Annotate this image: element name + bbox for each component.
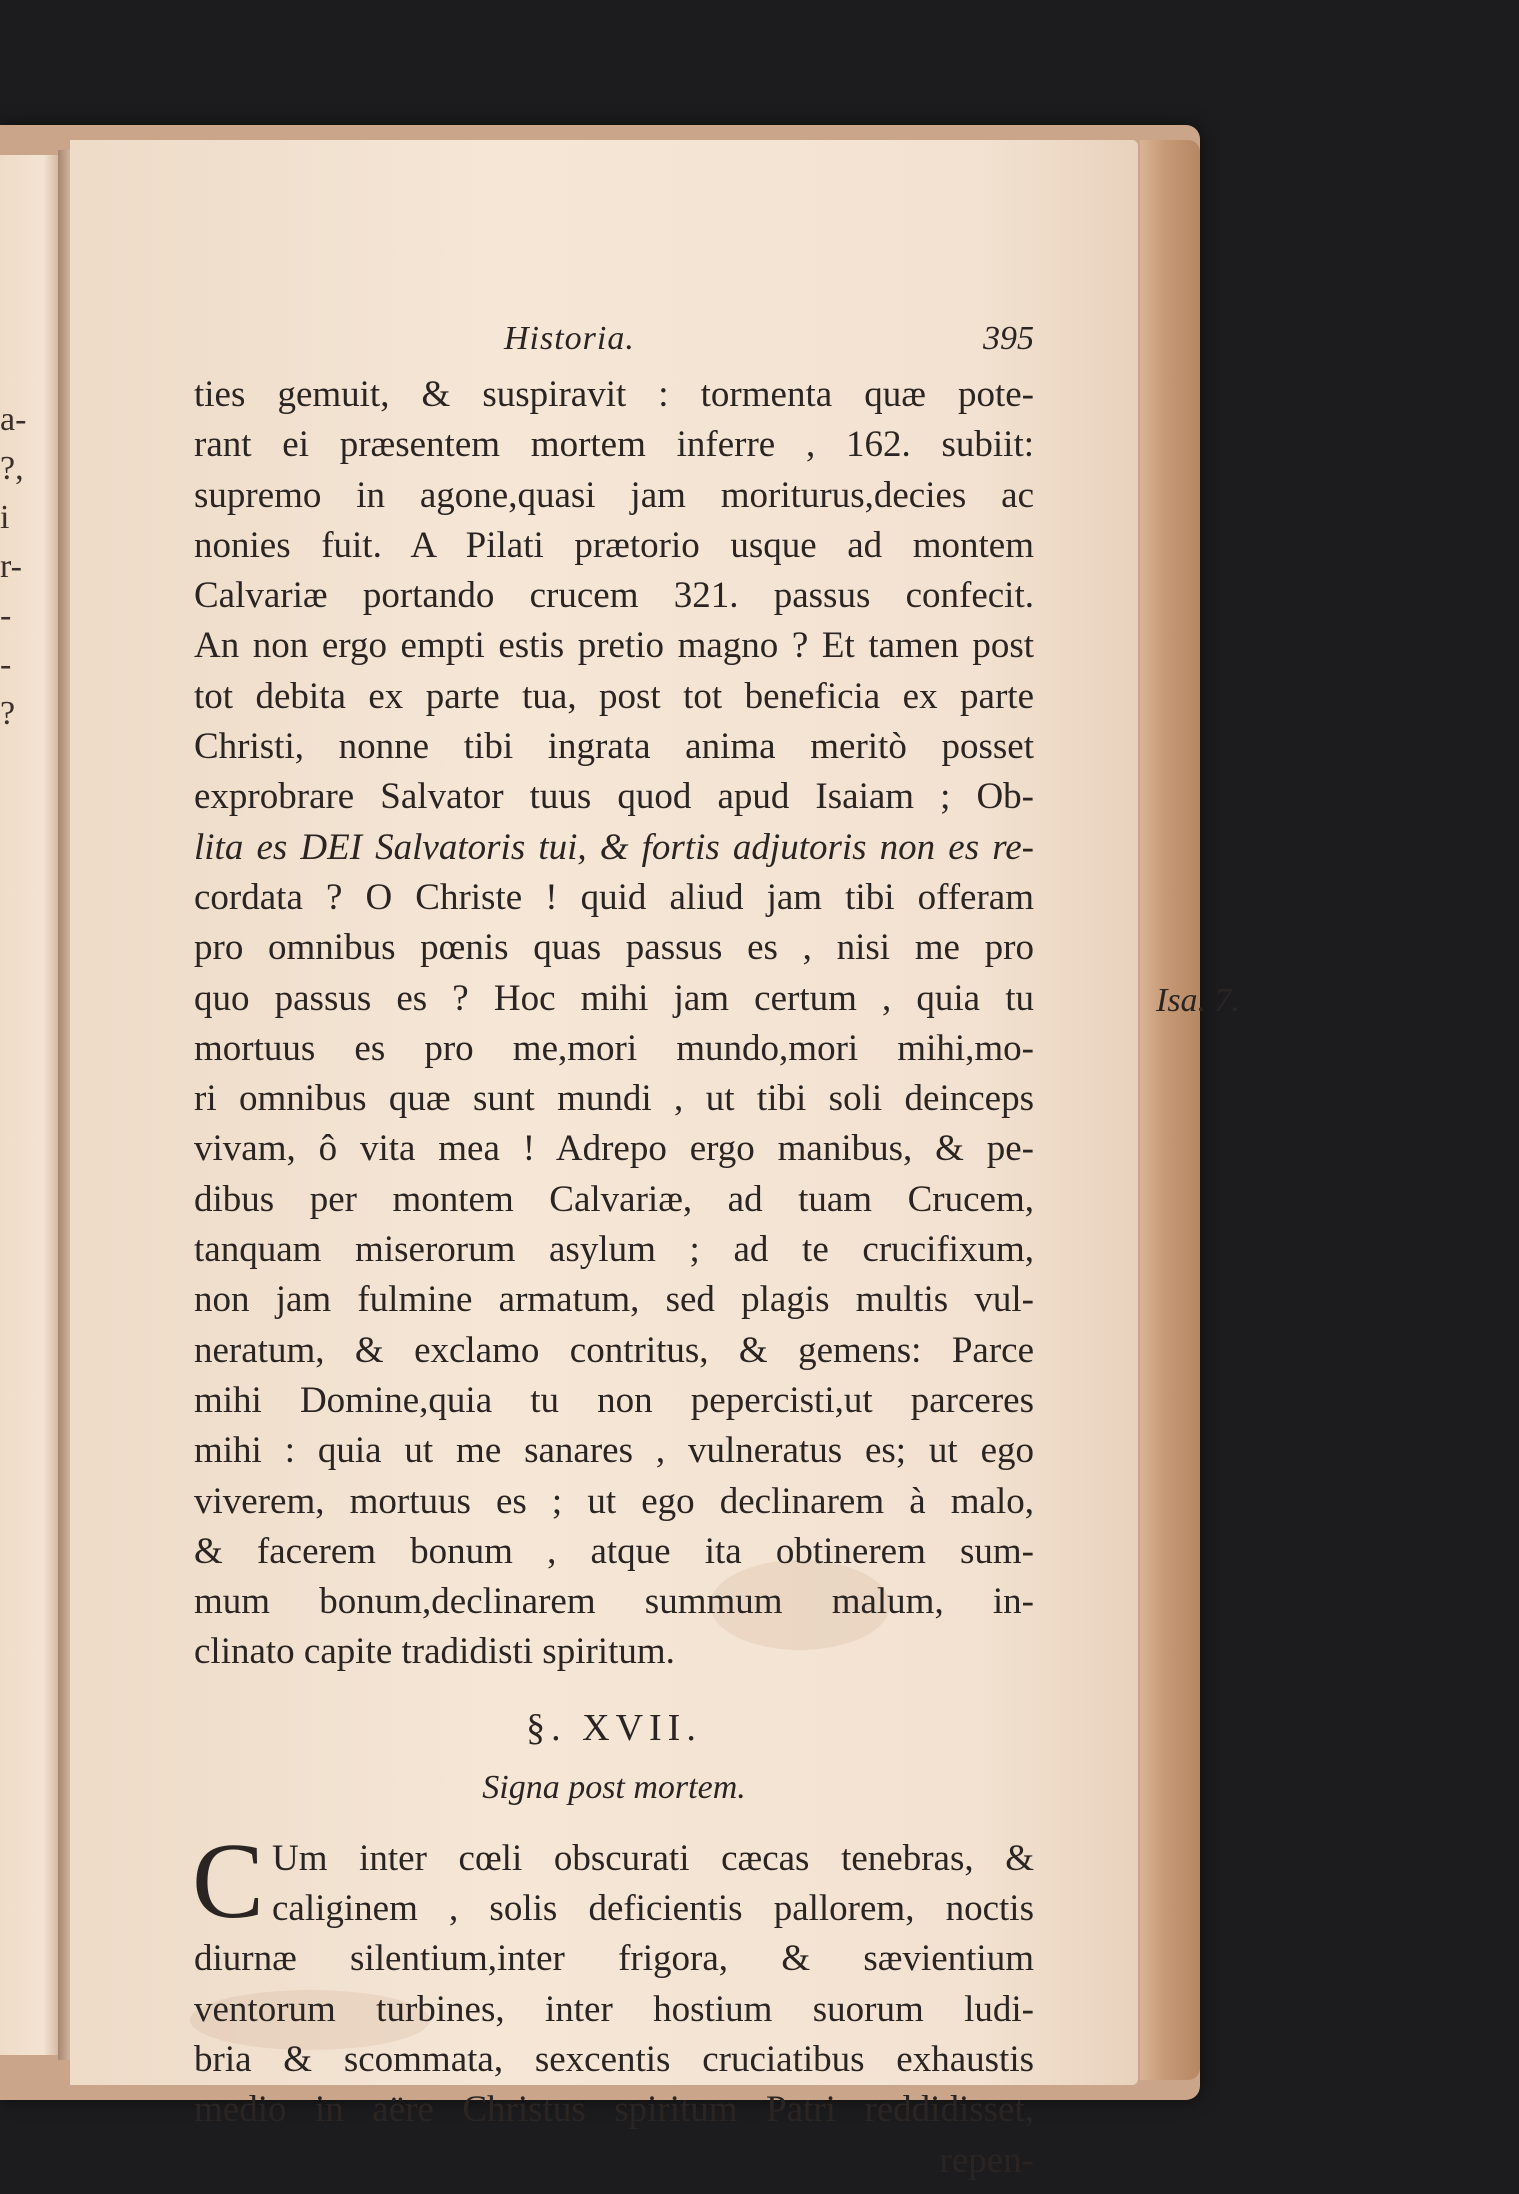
section-paragraph [192,1821,1034,2186]
left-fragment: r- [0,548,22,585]
drop-cap: C [192,1821,265,1941]
text-line: mihi : quia ut me sanares , vulneratus es; ut ego [194,1430,1034,1472]
text-line: bria & scommata, sexcentis cruciatibus exhaustis [194,2038,1034,2080]
text-line: lita es DEI Salvatoris tui, & fortis adjutoris non es re- [194,826,1034,868]
left-fragment: - [0,646,12,683]
left-fragment: a- [0,401,27,438]
text-line: tot debita ex parte tua, post tot beneficia ex parte [194,675,1034,717]
page-header [194,320,1034,370]
text-line: supremo in agone,quasi jam moriturus,decies ac [194,474,1034,516]
text-line: ri omnibus quæ sunt mundi , ut tibi soli deinceps [194,1078,1034,1120]
text-line: An non ergo empti estis pretio magno ? Et tamen post [194,625,1034,667]
text-line: & facerem bonum , atque ita obtinerem sum- [194,1530,1034,1572]
text-line: nonies fuit. A Pilati prætorio usque ad montem [194,524,1034,566]
text-line: diurnæ silentium,inter frigora, & sævientium [194,1938,1034,1980]
text-line: cordata ? O Christe ! quid aliud jam tibi offeram [194,876,1034,918]
left-page-fragments [0,395,27,738]
text-line: rant ei præsentem mortem inferre , 162. subiit: [194,424,1034,466]
text-line: pro omnibus pœnis quas passus es , nisi me pro [194,927,1034,969]
text-line: clinato capite tradidisti spiritum. [194,1631,675,1673]
text-line: mihi Domine,quia tu non pepercisti,ut parceres [194,1379,1034,1421]
left-page [0,155,62,2055]
book-fore-edge [1140,140,1200,2080]
text-line: mortuus es pro me,mori mundo,mori mihi,mo- [194,1027,1034,1069]
text-line: ties gemuit, & suspiravit : tormenta quæ pote- [194,374,1034,415]
running-head: Historia. [504,320,635,357]
text-line: Um inter cœli obscurati cæcas tenebras, & [272,1837,1034,1879]
text-line: vivam, ô vita mea ! Adrepo ergo manibus, & pe- [194,1128,1034,1170]
left-fragment: i [0,499,10,536]
catchword: repen- [939,2139,1034,2181]
text-line: tanquam miserorum asylum ; ad te crucifixum, [194,1229,1034,1271]
right-page [70,140,1241,2181]
left-fragment: - [0,597,12,634]
text-line: neratum, & exclamo contritus, & gemens: Parce [194,1329,1034,1371]
text-block [192,320,1241,2186]
text-line: quo passus es ? Hoc mihi jam certum , quia tu [194,977,1034,1019]
text-line: exprobrare Salvator tuus quod apud Isaiam ; Ob- [194,776,1034,818]
left-fragment: ? [0,695,16,732]
margin-note: Isa. 7. [1156,982,1241,1019]
text-line: ventorum turbines, inter hostium suorum ludi- [194,1988,1034,2030]
left-fragment: ?, [0,450,24,487]
text-line: medio in aëre Christus spiritum Patri reddidisset, [194,2089,1034,2131]
section-subheading: Signa post mortem. [482,1768,746,1806]
text-line: dibus per montem Calvariæ, ad tuam Crucem, [194,1178,1034,1220]
text-line: non jam fulmine armatum, sed plagis multis vul- [194,1279,1034,1321]
section-heading: §. XVII. [526,1706,702,1749]
text-line: mum bonum,declinarem summum malum, in- [194,1581,1034,1623]
page-number: 395 [983,320,1034,357]
text-line: Christi, nonne tibi ingrata anima meritò posset [194,726,1034,768]
body-text [194,370,1034,1678]
text-line: Calvariæ portando crucem 321. passus confecit. [194,575,1034,617]
text-line: viverem, mortuus es ; ut ego declinarem à malo, [194,1480,1034,1522]
text-line: caliginem , solis deficientis pallorem, noctis [272,1888,1034,1930]
